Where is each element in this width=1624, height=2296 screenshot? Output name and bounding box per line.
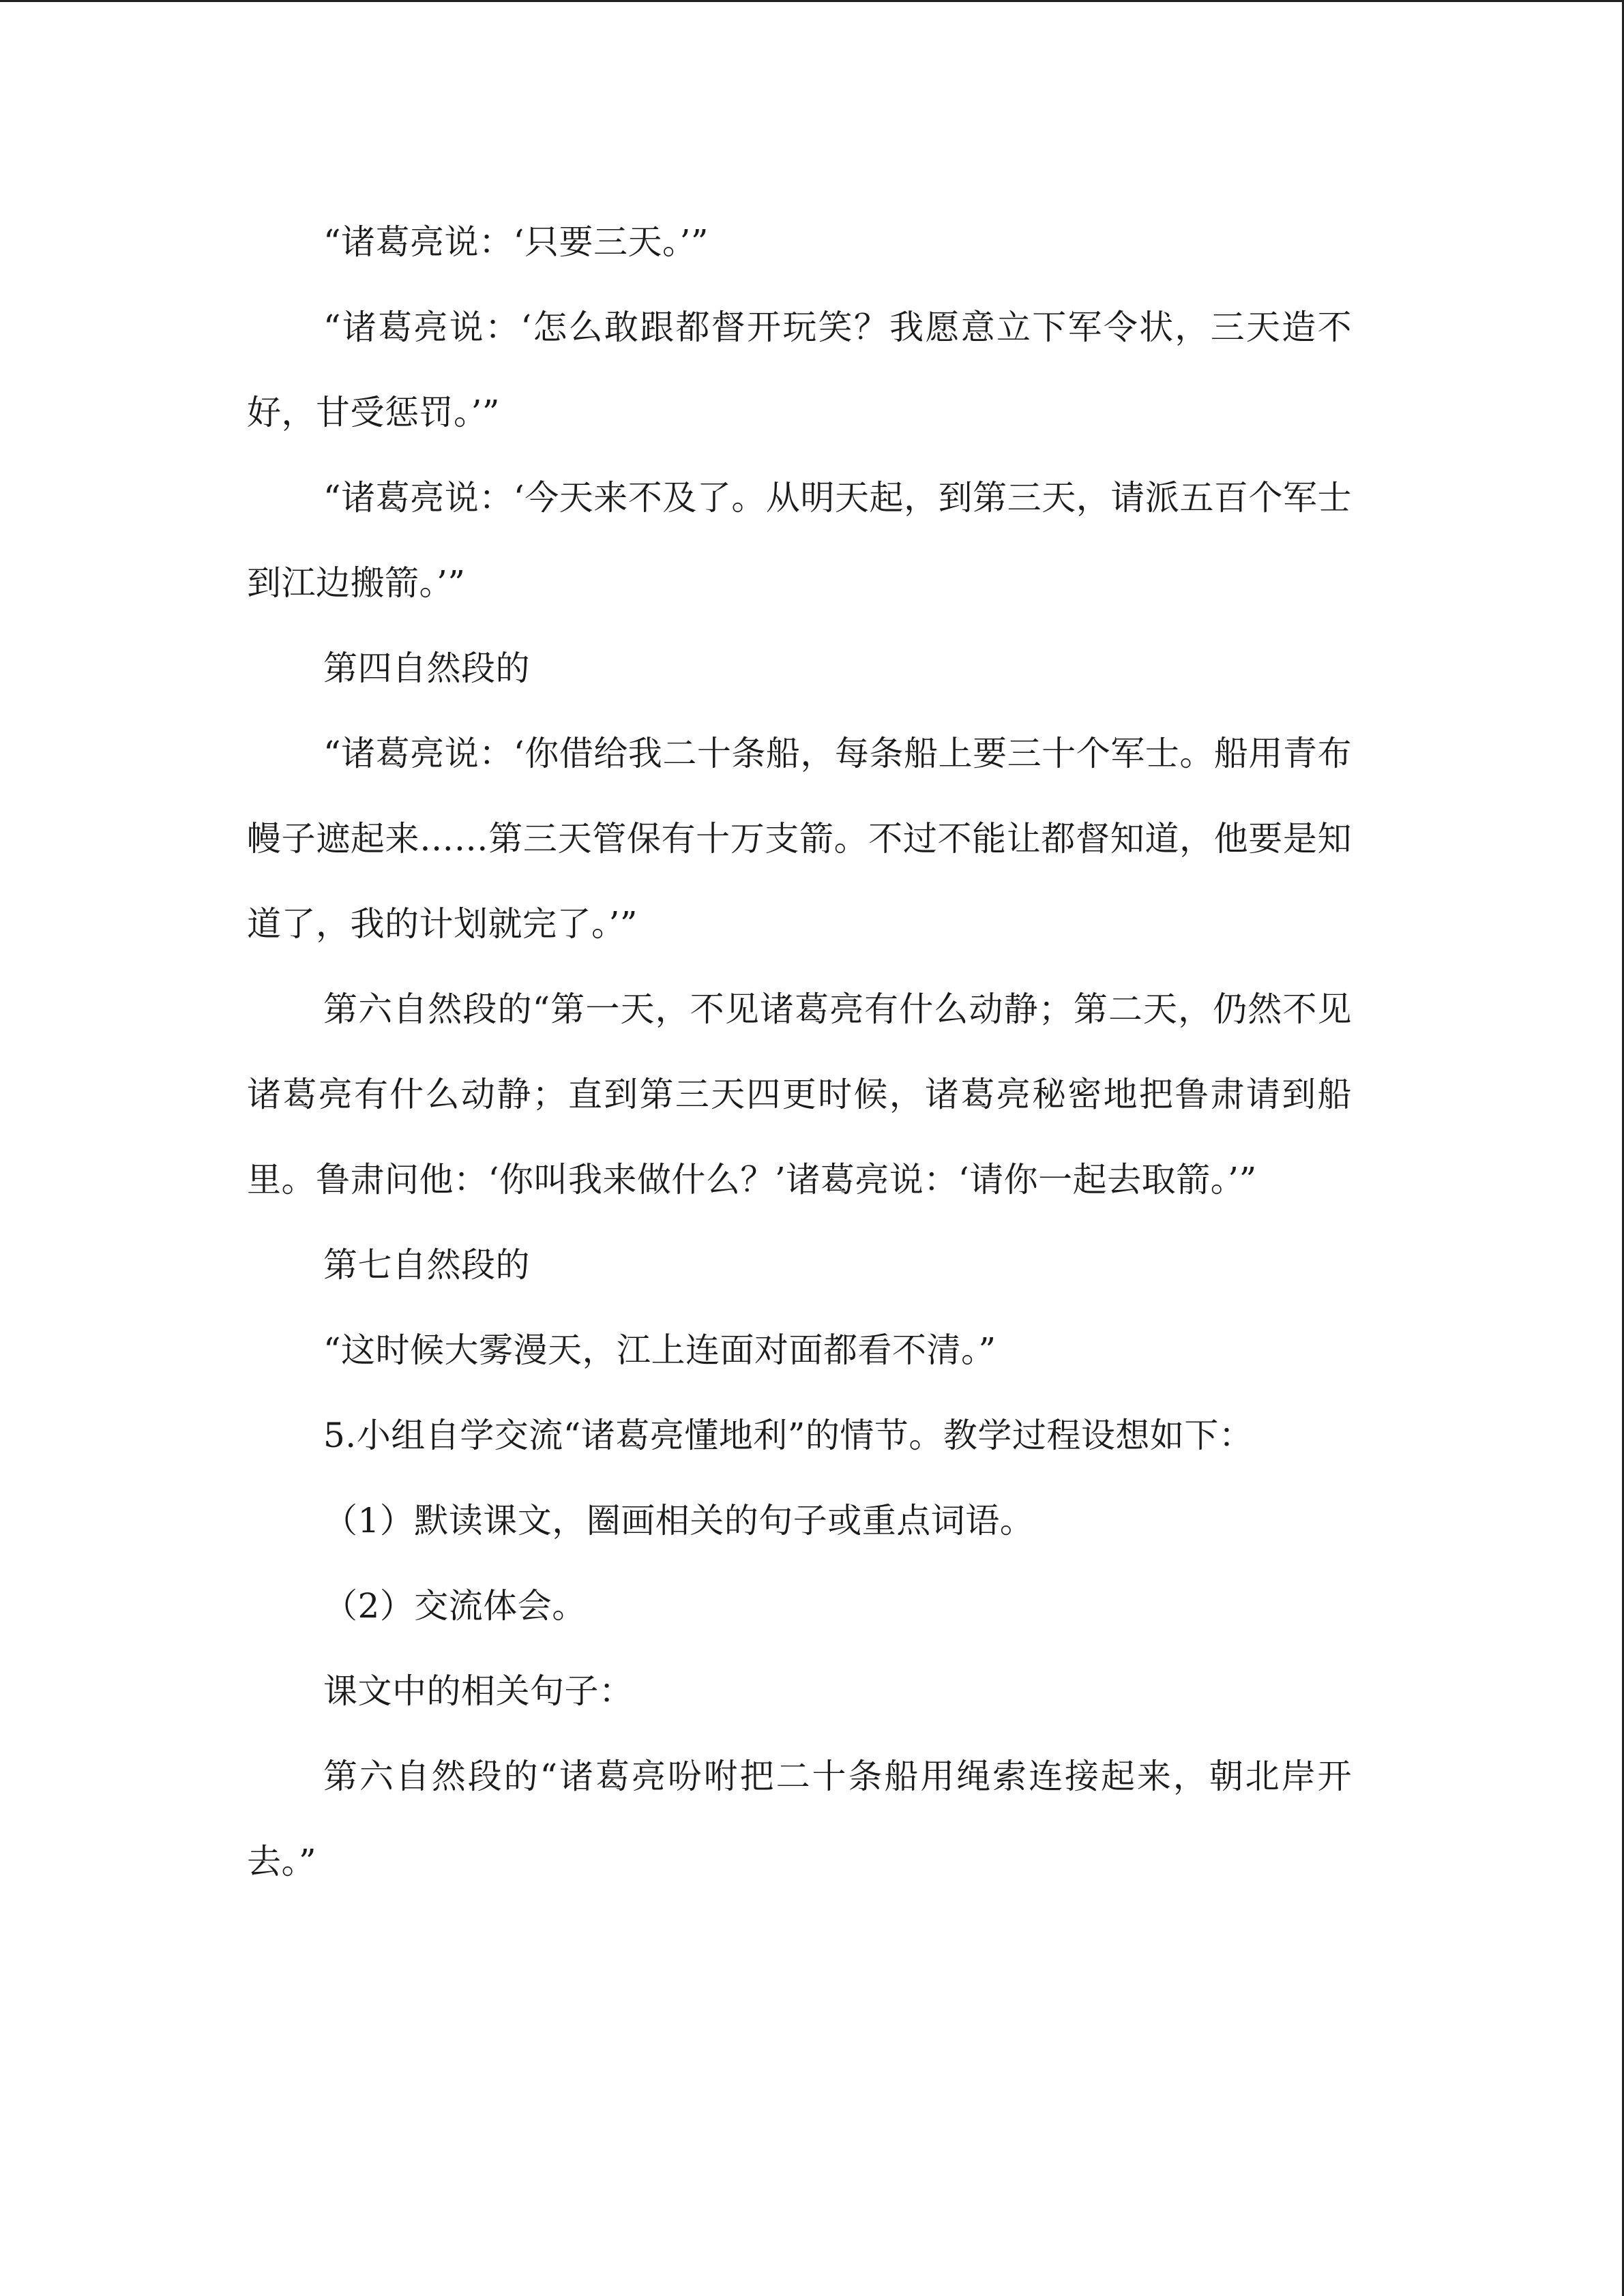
paragraph-quote-military-order: “诸葛亮说：‘怎么敢跟都督开玩笑？我愿意立下军令状，三天造不好，甘受惩罚。’” <box>247 308 1352 432</box>
paragraph-quote-send-soldiers: “诸葛亮说：‘今天来不及了。从明天起，到第三天，请派五百个军士到江边搬箭。’” <box>247 478 1352 603</box>
paragraph-quote-three-days: “诸葛亮说：‘只要三天。’” <box>323 222 709 262</box>
paragraph-quote-heavy-fog: “这时候大雾漫天，江上连面对面都看不清。” <box>323 1330 996 1370</box>
paragraph-quote-twenty-boats: “诸葛亮说：‘你借给我二十条船，每条船上要三十个军士。船用青布幔子遮起来……第三天管保有十万支箭。不过不能让都督知道，他要是知道了，我的计划就完了。’” <box>247 734 1352 944</box>
paragraph-step-five: 5.小组自学交流“诸葛亮懂地利”的情节。教学过程设想如下： <box>323 1416 1254 1455</box>
paragraph-section-seven-heading: 第七自然段的 <box>323 1245 530 1285</box>
paragraph-section-six-quote: 第六自然段的“第一天，不见诸葛亮有什么动静；第二天，仍然不见诸葛亮有什么动静；直到第三天四更时候，诸葛亮秘密地把鲁肃请到船里。鲁肃问他：‘你叫我来做什么？’诸葛亮说：‘请你一起去取箭。’” <box>247 989 1352 1199</box>
paragraph-step-two: （2）交流体会。 <box>323 1586 587 1626</box>
paragraph-step-one: （1）默读课文，圈画相关的句子或重点词语。 <box>323 1501 1035 1540</box>
document-body <box>247 200 1352 1905</box>
paragraph-section-six-boats-north: 第六自然段的“诸葛亮吩咐把二十条船用绳索连接起来，朝北岸开去。” <box>247 1757 1352 1881</box>
paragraph-section-four-heading: 第四自然段的 <box>323 648 530 688</box>
paragraph-related-sentences-heading: 课文中的相关句子： <box>323 1671 634 1711</box>
